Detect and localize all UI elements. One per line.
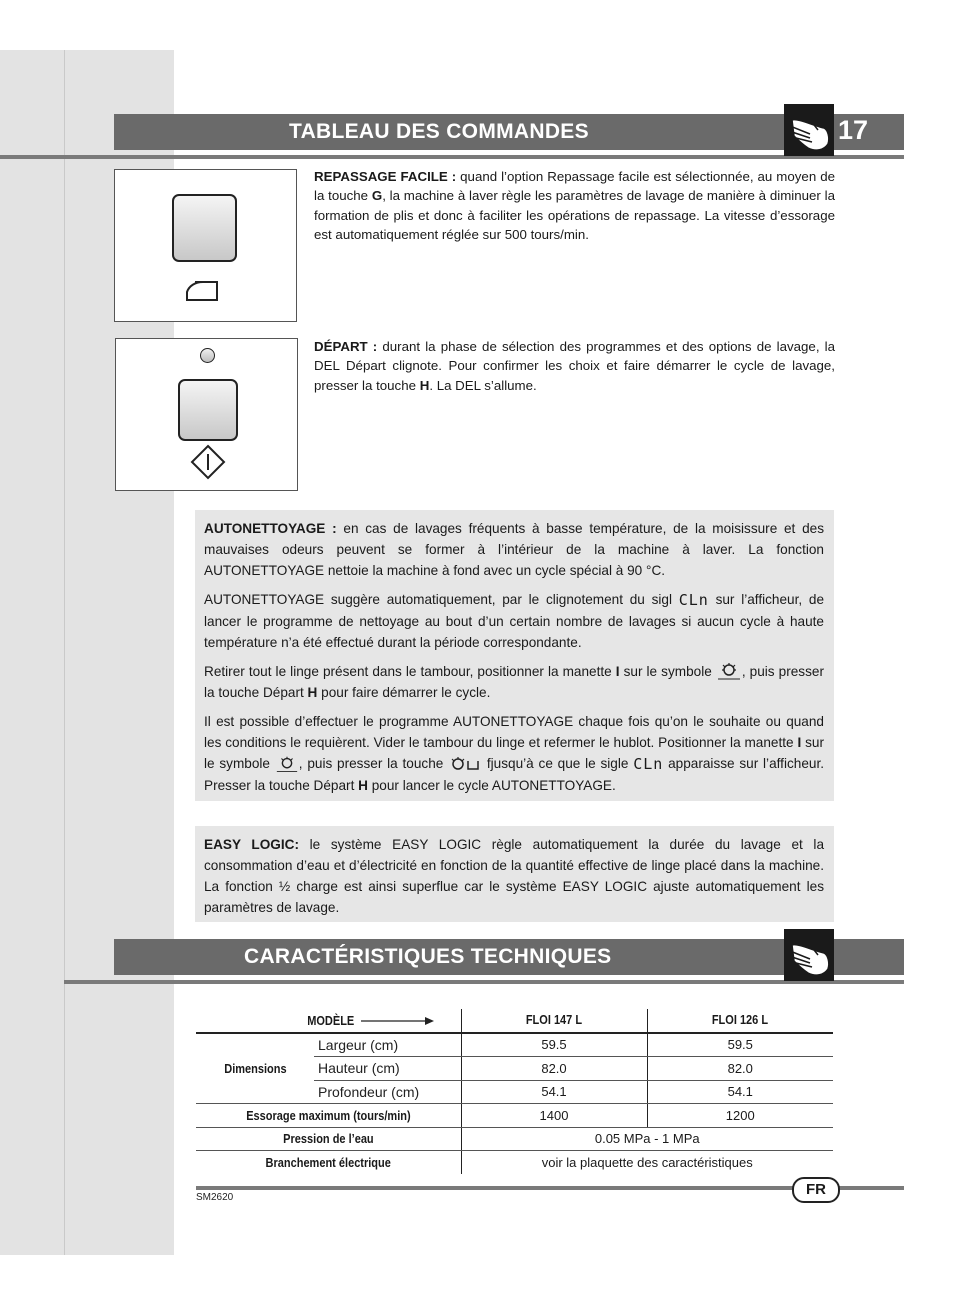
cln-display-icon: CLn <box>633 755 664 774</box>
spin-value: 1200 <box>647 1104 833 1128</box>
table-row <box>196 1104 833 1128</box>
repassage-description <box>314 167 835 245</box>
table-row <box>196 1033 833 1057</box>
hand-icon <box>784 104 834 156</box>
pressure-value: 0.05 MPa - 1 MPa <box>461 1127 833 1151</box>
repassage-text-1: quand l’option Repassage facile est sélectionnée, au moyen de la touche <box>314 169 835 204</box>
depart-panel <box>115 338 298 491</box>
key-i: I <box>615 663 620 679</box>
col-floi126 <box>647 1009 833 1033</box>
depart-button[interactable] <box>178 379 238 441</box>
dim-value: 59.5 <box>461 1033 647 1057</box>
margin-line <box>64 50 65 1255</box>
dimensions-cell <box>196 1033 314 1104</box>
auto-text-1: en cas de lavages fréquents à basse température, de la moisissure et des mauvaises odeurs peuvent se former à l’intérieur de la machine à laver. La fonction AUTONETTOYAGE nettoie la machine à fond avec un cycle spécial à 90 °C. <box>204 521 824 578</box>
model-label: MODÈLE <box>307 1013 355 1028</box>
auto-text-2a: AUTONETTOYAGE suggère automatiquement, par le clignotement du sigl <box>204 592 679 607</box>
section-title: CARACTÉRISTIQUES TECHNIQUES <box>244 945 612 968</box>
pressure-label-cell <box>196 1127 461 1151</box>
auto-paragraph-2 <box>204 589 824 653</box>
auto-text-3b: sur le symbole <box>619 663 716 679</box>
auto-paragraph-3 <box>204 661 824 703</box>
dim-value: 59.5 <box>647 1033 833 1057</box>
iron-icon <box>181 276 225 304</box>
auto-text-3d: pour faire démarrer le cycle. <box>317 685 491 701</box>
depart-text-2: . La DEL s’allume. <box>429 377 537 393</box>
header-underline <box>64 980 904 984</box>
hand-icon <box>784 929 834 981</box>
table-row <box>196 1151 833 1174</box>
depart-led <box>200 348 215 363</box>
document-code: SM2620 <box>196 1192 234 1203</box>
cln-display-icon: CLn <box>678 590 709 609</box>
auto-text-4d: fjusqu’à ce que le sigle <box>482 756 634 772</box>
auto-text-3c: , puis presser la touche Départ <box>204 663 824 701</box>
key-h: H <box>307 685 318 701</box>
specifications-table <box>196 1009 833 1174</box>
pressure-label: Pression de l’eau <box>282 1132 374 1147</box>
repassage-button[interactable] <box>172 194 237 262</box>
auto-text-4f: pour lancer le cycle AUTONETTOYAGE. <box>367 778 616 794</box>
repassage-text-2: , la machine à laver règle les paramètres de lavage de manière à diminuer la formation de plis et donc à faciliter les opérations de repassage. La vitesse d’essorage est automatiquement réglée sur 500 tours/min. <box>314 188 835 243</box>
auto-text-4b: sur le symbole <box>204 735 824 772</box>
header-underline <box>0 155 904 159</box>
section-title: TABLEAU DES COMMANDES <box>289 120 589 143</box>
page-number: 17 <box>838 115 869 145</box>
depart-text-1: durant la phase de sélection des programmes et des options de lavage, la DEL Départ clignote. Pour confirmer les choix et faire démarrer le cycle de lavage, presser la touche <box>314 339 835 393</box>
depart-label: DÉPART : <box>314 339 378 354</box>
auto-text-4a: Il est possible d’effectuer le programme AUTONETTOYAGE chaque fois qu’on le souhaite ou quand les conditions le requièrent. Vider le tambour du linge et refermer le hublot. Positionner la manette <box>204 714 824 751</box>
easylogic-paragraph <box>204 834 824 918</box>
key-g: G <box>371 188 383 204</box>
spin-label-cell <box>196 1104 461 1128</box>
autoclean-icon <box>716 662 742 682</box>
autonettoyage-box <box>195 510 834 801</box>
key-h: H <box>358 778 368 794</box>
dim-value: 82.0 <box>647 1057 833 1081</box>
spin-label: Essorage maximum (tours/min) <box>246 1108 411 1123</box>
model-header <box>196 1009 461 1033</box>
dim-label: Largeur (cm) <box>314 1033 461 1057</box>
col-floi147-label: FLOI 147 L <box>525 1013 583 1028</box>
auto-text-3a: Retirer tout le linge présent dans le tambour, positionner la manette <box>204 663 616 679</box>
key-i: I <box>797 735 802 751</box>
electric-label-cell <box>196 1151 461 1174</box>
dim-value: 54.1 <box>461 1080 647 1104</box>
key-h: H <box>419 377 430 393</box>
dim-value: 82.0 <box>461 1057 647 1081</box>
dim-label: Hauteur (cm) <box>314 1057 461 1081</box>
easylogic-text: le système EASY LOGIC règle automatiquement la durée du lavage et la consommation d’eau et d’électricité en fonction de la quantité effective de linge placé dans la machine. La fonction ½ charge est ainsi superflue car le système EASY LOGIC ajuste automatiquement les paramètres de lavage. <box>204 837 825 915</box>
dim-label: Profondeur (cm) <box>314 1080 461 1104</box>
depart-description <box>314 337 835 395</box>
autoclean-key-icon <box>448 755 482 775</box>
auto-text-4e: apparaisse sur l’afficheur. Presser la touche Départ <box>204 756 824 794</box>
start-icon <box>190 444 226 480</box>
dimensions-label: Dimensions <box>223 1061 287 1076</box>
dim-value: 54.1 <box>647 1080 833 1104</box>
easylogic-label: EASY LOGIC: <box>204 837 299 852</box>
electric-value: voir la plaquette des caractéristiques <box>461 1151 833 1174</box>
language-badge: FR <box>792 1177 840 1203</box>
auto-text-4c: , puis presser la touche <box>298 756 449 772</box>
auto-paragraph-1 <box>204 518 824 581</box>
table-row <box>196 1127 833 1151</box>
spin-value: 1400 <box>461 1104 647 1128</box>
repassage-label: REPASSAGE FACILE : <box>314 169 457 184</box>
auto-paragraph-4 <box>204 711 824 796</box>
auto-label: AUTONETTOYAGE : <box>204 521 337 536</box>
easylogic-box <box>195 826 834 922</box>
autoclean-icon <box>275 755 299 775</box>
col-floi126-label: FLOI 126 L <box>712 1013 769 1028</box>
electric-label: Branchement électrique <box>265 1155 391 1170</box>
repassage-panel <box>114 169 297 322</box>
auto-text-2b: sur l’afficheur, de lancer le programme de nettoyage au bout d’un certain nombre de lavages si aucun cycle à haute température n’a été effectué durant la période correspondante. <box>204 592 825 650</box>
arrow-right-icon <box>361 1016 435 1026</box>
table-header-row <box>196 1009 833 1033</box>
col-floi147 <box>461 1009 647 1033</box>
